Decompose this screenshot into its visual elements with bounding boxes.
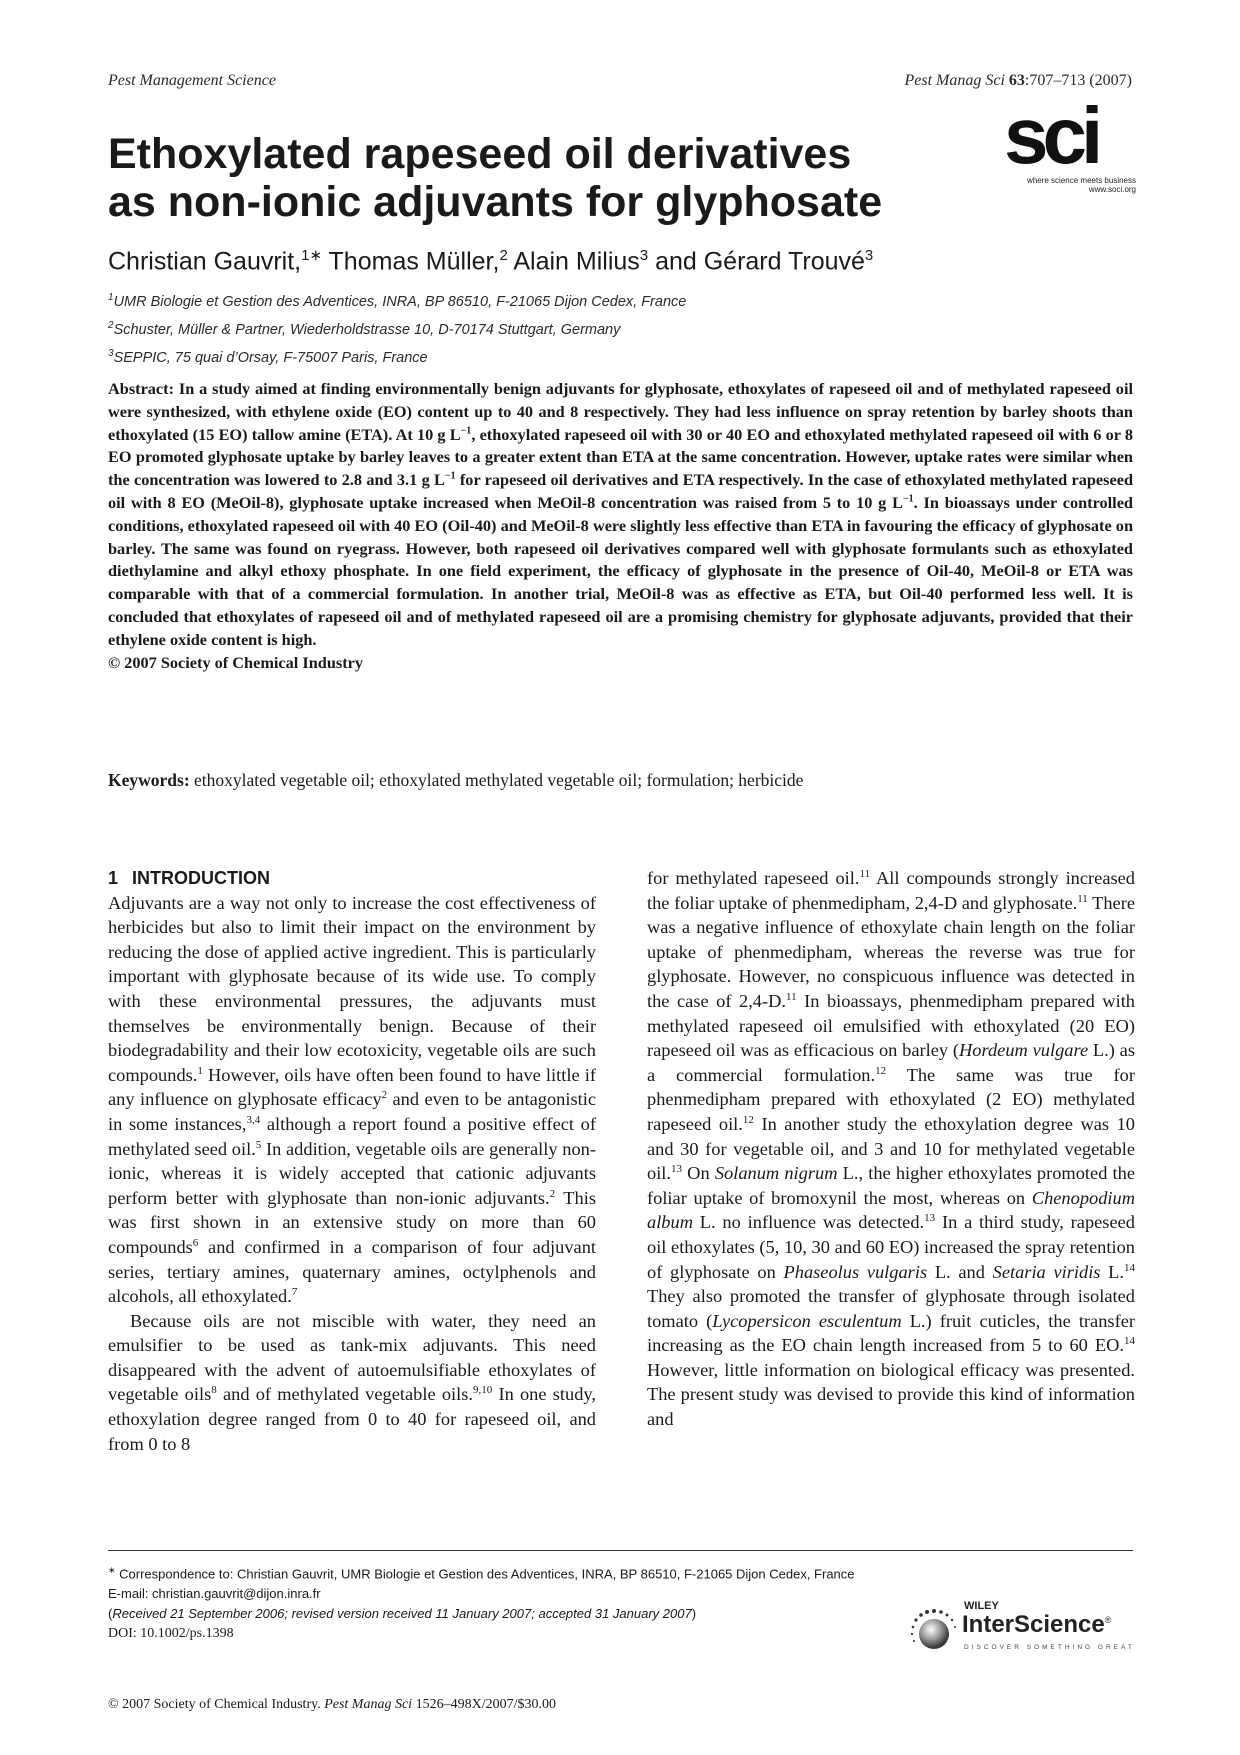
affiliation-text: SEPPIC, 75 quai d’Orsay, F-75007 Paris, France [113, 349, 428, 366]
sci-logo-wordmark: sci [1004, 91, 1098, 180]
interscience-wordmark [962, 1611, 1111, 1639]
correspondence-note [108, 1560, 988, 1584]
author-name: Alain Milius [507, 247, 640, 276]
body-text: L. no influence was detected. [692, 1212, 925, 1233]
citation-ref: 14 [1124, 1261, 1136, 1274]
citation-ref: 2 [381, 1089, 388, 1102]
body-text: In addition, vegetable oils are generally non-ionic, whereas it is widely accepted that cationic adjuvants perform better with glyphosate than non-ionic adjuvants. [108, 1138, 596, 1208]
affiliation-item [108, 314, 686, 342]
interscience-text: InterScience [962, 1611, 1105, 1638]
body-text: In a third study, rapeseed oil ethoxylates (5, 10, 30 and 60 EO) increased the spray retention of glyphosate on [647, 1212, 1135, 1282]
article-title [108, 130, 988, 226]
abstract-unit-exponent: −1 [460, 425, 472, 437]
species-name: Phaseolus vulgaris [783, 1261, 928, 1282]
abstract-text: , ethoxylated rapeseed oil with 30 or 40 EO and ethoxylated methylated rapeseed oil with 6 or 8 EO promoted glyphosate uptake by barley leaves to a greater extent than ETA at the same concentration. However, uptake rates were similar when the concentration was lowered to 2.8 and 3.1 g L [108, 424, 1133, 490]
body-text: L., the higher ethoxylates promoted the foliar uptake of bromoxynil the most, whereas on [647, 1163, 1136, 1208]
article-title-line2: as non-ionic adjuvants for glyphosate [108, 178, 883, 226]
abstract-unit-exponent: −1 [444, 470, 456, 482]
keywords-label: Keywords: [108, 770, 190, 790]
section-number: 1 [108, 868, 119, 888]
citation-journal: Pest Manag Sci [904, 72, 1005, 89]
author-name: Christian Gauvrit, [108, 247, 302, 276]
citation-ref: 12 [875, 1064, 887, 1077]
body-paragraph [108, 891, 596, 1309]
abstract-text: Abstract: In a study aimed at finding environmentally benign adjuvants for glyphosate, ethoxylates of rapeseed oil and of methylated rapeseed oil were synthesized, with ethylene oxide (EO) content up to 40 and 8 respectively. They had less influence on spray retention by barley shoots than ethoxylated (15 EO) tallow amine (ETA). At 10 g L [108, 379, 1133, 444]
body-text: L. [1100, 1261, 1125, 1282]
body-text: There was a negative influence of ethoxylate chain length on the foliar uptake of phenmedipham, whereas the reverse was true for glyphosate. However, no conspicuous influence was detected in the case of 2,4-D. [647, 892, 1135, 1011]
citation-ref: 6 [192, 1236, 199, 1249]
body-column-left [108, 866, 596, 1456]
author-affiliation-mark: 3 [864, 247, 874, 264]
keywords [108, 770, 1133, 791]
affiliations [108, 286, 686, 369]
body-text: However, oils have often been found to have little if any influence on glyphosate efficacy [108, 1064, 596, 1110]
sci-logo-tagline: where science meets business [1027, 176, 1136, 185]
body-text: In one study, ethoxylation degree ranged from 0 to 40 for rapeseed oil, and from 0 to 8 [108, 1384, 597, 1454]
citation-ref: 14 [1124, 1335, 1135, 1348]
body-text: In bioassays, phenmedipham prepared with methylated rapeseed oil emulsified with ethoxylated (20 EO) rapeseed oil was as efficacious on barley ( [647, 990, 1136, 1061]
running-header-journal: Pest Management Science [108, 72, 276, 89]
wiley-interscience-logo [908, 1600, 1138, 1662]
citation-ref: 12 [742, 1113, 754, 1126]
affiliation-number: 2 [108, 319, 114, 331]
citation-pages: :707–713 (2007) [1024, 72, 1132, 89]
wiley-wordmark: WILEY [964, 1600, 999, 1612]
footnotes [108, 1560, 988, 1644]
body-text: L.) fruit cuticles, the transfer increasing as the EO chain length increased from 5 to 60 EO. [647, 1310, 1135, 1356]
body-text: L.) as a commercial formulation. [647, 1040, 1135, 1085]
body-text: They also promoted the transfer of glyphosate through isolated tomato ( [647, 1286, 1135, 1331]
body-text: and even to be antagonistic in some instances, [108, 1089, 596, 1134]
citation-ref: 11 [1077, 892, 1088, 905]
body-text: All compounds strongly increased the foliar uptake of phenmedipham, 2,4-D and glyphosate. [647, 868, 1135, 913]
abstract [108, 378, 1133, 674]
species-name: Setaria viridis [992, 1261, 1101, 1282]
author-affiliation-mark: 3 [639, 247, 649, 264]
species-name: Chenopodium album [647, 1187, 1135, 1233]
wiley-slogan: DISCOVER SOMETHING GREAT [964, 1644, 1135, 1651]
body-text: On [682, 1163, 715, 1184]
body-column-right [647, 866, 1135, 1432]
citation-ref: 11 [786, 990, 797, 1003]
footer-journal: Pest Manag Sci [324, 1697, 413, 1712]
author-affiliation-mark: 1∗ [301, 247, 323, 264]
sci-logo-url: www.soci.org [1088, 185, 1136, 194]
body-text: In another study the ethoxylation degree was 10 and 30 for vegetable oil, and 3 and 10 for methylated vegetable oil. [647, 1113, 1135, 1184]
citation-ref: 13 [924, 1212, 936, 1225]
body-text: The same was true for phenmedipham prepared with ethoxylated (2 EO) methylated rapeseed oil. [647, 1064, 1135, 1134]
author-affiliation-mark: 2 [499, 247, 508, 264]
body-paragraph [647, 866, 1135, 1432]
affiliation-item [108, 342, 686, 370]
doi: DOI: 10.1002/ps.1398 [108, 1626, 234, 1642]
body-text: and confirmed in a comparison of four adjuvant series, tertiary amines, quaternary amines, octylphenols and alcohols, all ethoxylated. [108, 1236, 596, 1307]
body-text: However, little information on biological efficacy was presented. The present study was devised to provide this kind of information and [647, 1359, 1135, 1430]
species-name: Solanum nigrum [714, 1163, 838, 1184]
wiley-globe-icon [908, 1606, 960, 1658]
running-header-citation [904, 72, 1132, 90]
citation-ref: 2 [549, 1187, 556, 1200]
body-text: This was first shown in an extensive study on more than 60 compounds [108, 1187, 596, 1257]
body-paragraph [108, 1309, 596, 1457]
author-name: and Gérard Trouvé [648, 247, 865, 276]
received-paren: ( [108, 1606, 113, 1622]
body-text: L. and [927, 1261, 993, 1282]
citation-volume: 63 [1008, 72, 1025, 89]
citation-ref: 5 [255, 1138, 262, 1151]
received-text: Received 21 September 2006; revised version received 11 January 2007; accepted 31 January 2007 [112, 1606, 692, 1622]
body-text: and of methylated vegetable oils. [216, 1384, 473, 1405]
footnote-divider [108, 1550, 1133, 1551]
correspondence-text: Correspondence to: Christian Gauvrit, UMR Biologie et Gestion des Adventices, INRA, BP 86510, F-21065 Dijon Cedex, France [115, 1566, 855, 1582]
species-name: Hordeum vulgare [959, 1040, 1089, 1061]
received-dates [108, 1604, 988, 1624]
section-heading-introduction [108, 866, 596, 891]
section-title: INTRODUCTION [132, 868, 271, 888]
citation-ref: 9,10 [473, 1384, 493, 1397]
affiliation-number: 1 [108, 292, 114, 303]
registered-mark: ® [1104, 1615, 1112, 1625]
citation-ref: 7 [291, 1285, 298, 1298]
correspondence-email: E-mail: christian.gauvrit@dijon.inra.fr [108, 1586, 321, 1602]
footer-copyright [108, 1697, 556, 1713]
correspondence-mark: ∗ [108, 1565, 116, 1575]
received-paren: ) [691, 1606, 697, 1622]
body-text: Adjuvants are a way not only to increase the cost effectiveness of herbicides but also to limit their impact on the environment by reducing the dose of applied active ingredient. This is particularly important with glyphosate because of its wide use. To comply with these environmental pressures, the adjuvants must themselves be environmentally benign. Because of their biodegradability and their low ecotoxicity, vegetable oils are such compounds. [108, 892, 596, 1085]
footer-issn: 1526–498X/2007/$30.00 [412, 1697, 556, 1712]
species-name: Lycopersicon esculentum [712, 1310, 902, 1331]
article-title-line1: Ethoxylated rapeseed oil derivatives [108, 130, 852, 178]
affiliation-text: UMR Biologie et Gestion des Adventices, INRA, BP 86510, F-21065 Dijon Cedex, France [113, 293, 687, 310]
citation-ref: 11 [859, 867, 871, 880]
author-list [108, 246, 873, 276]
abstract-text: . In bioassays under controlled conditions, ethoxylated rapeseed oil with 40 EO (Oil-40) and MeOil-8 were slightly less effective than ETA in favouring the efficacy of glyphosate on barley. The same was found on ryegrass. However, both rapeseed oil derivatives compared well with glyphosate formulants such as ethoxylated diethylamine and alkyl ethoxy phosphate. In one field experiment, the efficacy of glyphosate in the presence of Oil-40, MeOil-8 or ETA was comparable with that of a commercial formulation. In another trial, MeOil-8 was as effective as ETA, but Oil-40 performed less well. It is concluded that ethoxylates of rapeseed oil and of methylated rapeseed oil are a promising chemistry for glyphosate adjuvants, provided that their ethylene oxide content is high. [108, 492, 1133, 649]
body-text: although a report found a positive effect of methylated seed oil. [108, 1113, 596, 1159]
author-name: Thomas Müller, [322, 247, 500, 276]
citation-ref: 3,4 [246, 1113, 261, 1126]
abstract-text: for rapeseed oil derivatives and ETA respectively. In the case of ethoxylated methylated rapeseed oil with 8 EO (MeOil-8), glyphosate uptake increased when MeOil-8 concentration was raised from 5 to 10 g L [108, 470, 1134, 512]
affiliation-text: Schuster, Müller & Partner, Wiederholdstrasse 10, D-70174 Stuttgart, Germany [113, 321, 621, 338]
body-text: Because oils are not miscible with water, they need an emulsifier to be used as tank-mix adjuvants. This need disappeared with the advent of autoemulsifiable ethoxylates of vegetable oils [108, 1310, 596, 1405]
keywords-text: ethoxylated vegetable oil; ethoxylated methylated vegetable oil; formulation; herbicide [189, 770, 804, 790]
citation-ref: 1 [197, 1064, 203, 1077]
affiliation-item [108, 286, 686, 314]
footer-copyright-text: © 2007 Society of Chemical Industry. [108, 1697, 325, 1712]
citation-ref: 8 [211, 1384, 217, 1397]
body-text: for methylated rapeseed oil. [647, 868, 860, 888]
affiliation-number: 3 [108, 347, 114, 359]
sci-logo [1004, 91, 1136, 200]
abstract-copyright: © 2007 Society of Chemical Industry [108, 652, 364, 672]
citation-ref: 13 [671, 1163, 683, 1175]
abstract-unit-exponent: −1 [902, 493, 914, 505]
